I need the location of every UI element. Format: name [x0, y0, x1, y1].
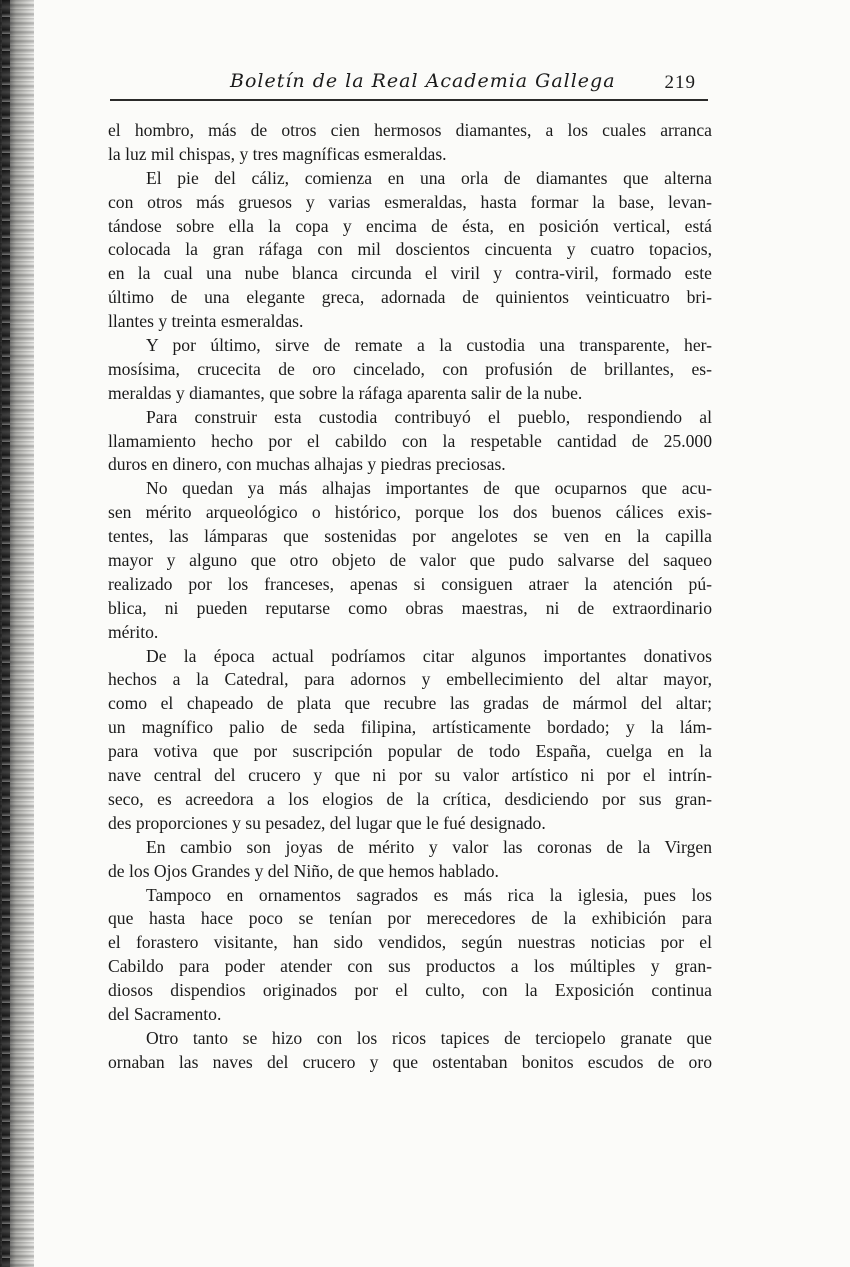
- text-line: la luz mil chispas, y tres magníficas esmeraldas.: [108, 143, 447, 164]
- text-line: realizado por los franceses, apenas si consiguen atraer la atención pú-: [108, 573, 712, 594]
- text-line: meraldas y diamantes, que sobre la ráfaga aparenta salir de la nube.: [108, 382, 583, 403]
- text-line: El pie del cáliz, comienza en una orla de diamantes que alterna: [146, 167, 712, 188]
- text-line: Y por último, sirve de remate a la custodia una transparente, her-: [146, 335, 712, 356]
- text-line: De la época actual podríamos citar algunos importantes donativos: [146, 645, 712, 666]
- text-line: ornaban las naves del crucero y que ostentaban bonitos escudos de oro: [108, 1051, 712, 1072]
- text-line: el forastero visitante, han sido vendidos, según nuestras noticias por el: [108, 932, 712, 953]
- text-line: en la cual una nube blanca circunda el viril y contra-viril, formado este: [108, 263, 712, 284]
- text-line: llantes y treinta esmeraldas.: [108, 311, 304, 332]
- text-line: mérito.: [108, 621, 159, 642]
- text-line: para votiva que por suscripción popular de todo España, cuelga en la: [108, 741, 712, 762]
- header-rule: [110, 99, 708, 101]
- text-line: seco, es acreedora a los elogios de la crítica, desdiciendo por sus gran-: [108, 788, 712, 809]
- body-text: [108, 119, 712, 1075]
- text-line: colocada la gran ráfaga con mil doscientos cincuenta y cuatro topacios,: [108, 239, 712, 260]
- page-number: 219: [664, 72, 696, 93]
- running-head: [110, 68, 710, 98]
- text-line: nave central del crucero y que ni por su valor artístico ni por el intrín-: [108, 765, 712, 786]
- journal-title: Boletín de la Real Academia Gallega: [230, 70, 616, 92]
- text-line: duros en dinero, con muchas alhajas y piedras preciosas.: [108, 454, 506, 475]
- text-line: último de una elegante greca, adornada de quinientos veinticuatro bri-: [108, 287, 712, 308]
- text-line: el hombro, más de otros cien hermosos diamantes, a los cuales arranca: [108, 120, 712, 140]
- text-line: Tampoco en ornamentos sagrados es más rica la iglesia, pues los: [146, 884, 712, 905]
- text-line: Para construir esta custodia contribuyó el pueblo, respondiendo al: [146, 406, 712, 427]
- text-line: mosísima, crucecita de oro cincelado, con profusión de brillantes, es-: [108, 358, 712, 379]
- text-line: En cambio son joyas de mérito y valor las coronas de la Virgen: [146, 836, 712, 857]
- text-line: un magnífico palio de seda filipina, artísticamente bordado; y la lám-: [108, 717, 712, 738]
- text-line: Otro tanto se hizo con los ricos tapices de terciopelo granate que: [146, 1027, 712, 1048]
- text-line: que hasta hace poco se tenían por merecedores de la exhibición para: [108, 908, 712, 929]
- text-line: No quedan ya más alhajas importantes de que ocuparnos que acu-: [146, 478, 712, 499]
- text-line: des proporciones y su pesadez, del lugar que le fué designado.: [108, 812, 546, 833]
- text-line: con otros más gruesos y varias esmeraldas, hasta formar la base, levan-: [108, 191, 712, 212]
- text-line: mayor y alguno que otro objeto de valor que pudo salvarse del saqueo: [108, 550, 712, 571]
- text-line: del Sacramento.: [108, 1003, 222, 1024]
- text-line: tentes, las lámparas que sostenidas por angelotes se ven en la capilla: [108, 526, 712, 547]
- text-line: llamamiento hecho por el cabildo con la respetable cantidad de 25.000: [108, 430, 712, 451]
- text-line: como el chapeado de plata que recubre las gradas de mármol del altar;: [108, 693, 712, 714]
- text-line: diosos dispendios originados por el culto, con la Exposición continua: [108, 980, 712, 1001]
- text-line: Cabildo para poder atender con sus productos a los múltiples y gran-: [108, 956, 712, 977]
- text-line: blica, ni pueden reputarse como obras maestras, ni de extraordinario: [108, 597, 712, 618]
- text-line: sen mérito arqueológico o histórico, porque los dos buenos cálices exis-: [108, 502, 712, 523]
- text-line: de los Ojos Grandes y del Niño, de que hemos hablado.: [108, 860, 499, 881]
- binding-shadow: [2, 0, 10, 1267]
- text-line: hechos a la Catedral, para adornos y embellecimiento del altar mayor,: [108, 669, 712, 690]
- text-line: tándose sobre ella la copa y encima de ésta, en posición vertical, está: [108, 215, 712, 236]
- book-binding-edge: [0, 0, 34, 1267]
